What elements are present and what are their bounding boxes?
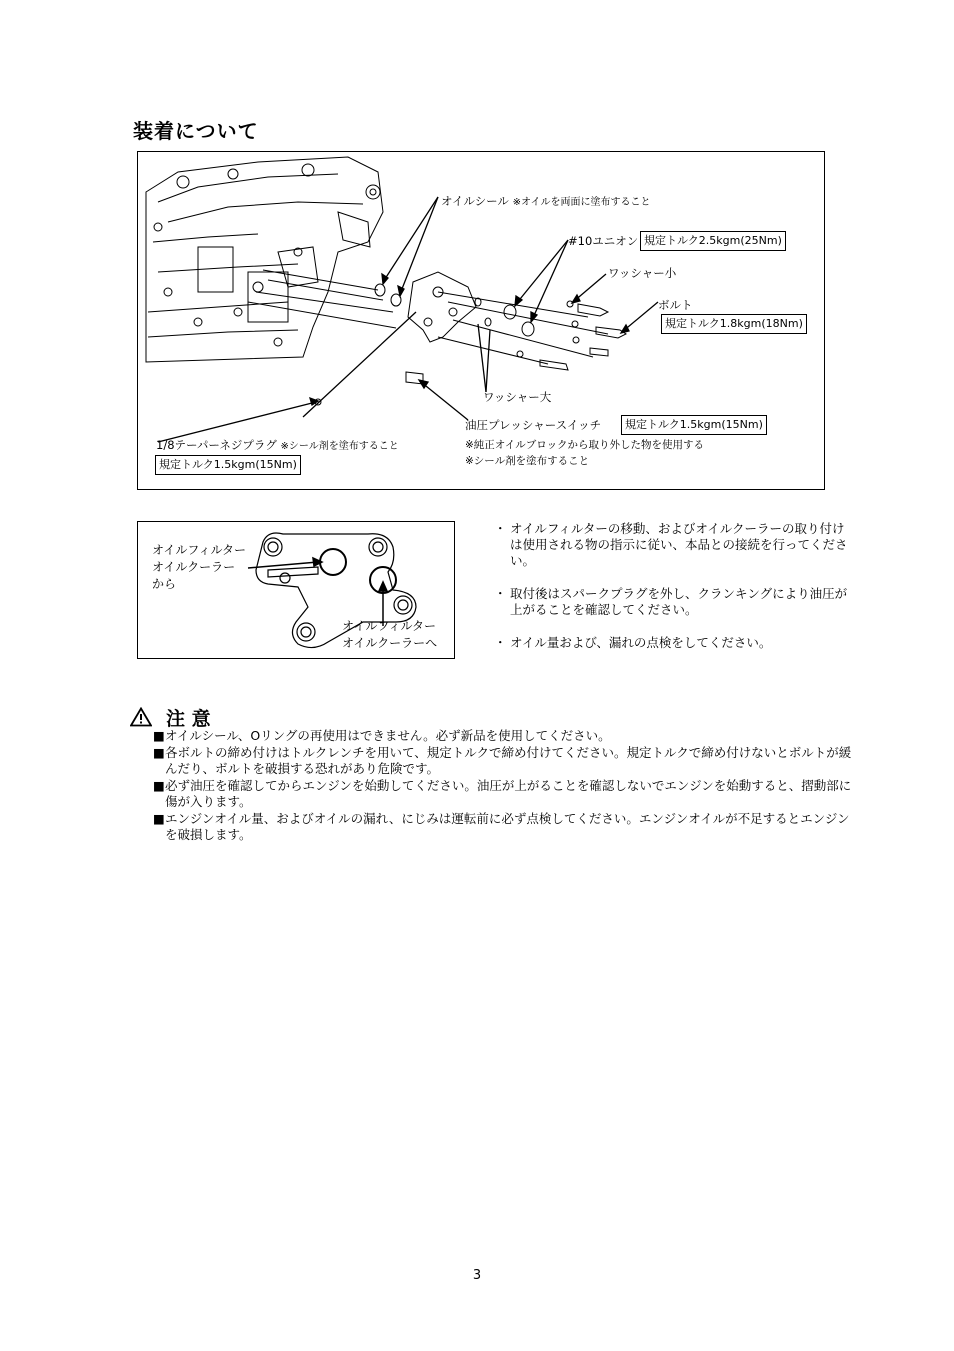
pressure-switch-label: 油圧プレッシャースイッチ xyxy=(465,418,602,432)
washer-small-label: ワッシャー小 xyxy=(608,266,677,280)
oil-flow-figure xyxy=(137,521,455,659)
union-torque-box: 規定トルク2.5kgm(25Nm) xyxy=(640,231,786,251)
switch-note-1: ※純正オイルブロックから取り外した物を使用する xyxy=(465,439,705,451)
caution-item: ■ 各ボルトの締め付けはトルクレンチを用いて、規定トルクで締め付けてください。規定トルクで締め付けないとボルトが緩んだり、ボルトを破損する恐れがあり危険です。 xyxy=(153,744,852,776)
bolt-torque-box: 規定トルク1.8kgm(18Nm) xyxy=(661,314,807,334)
installation-notes xyxy=(494,521,854,668)
note-item: ・ 取付後はスパークプラグを外し、クランキングにより油圧が上がることを確認してください。 xyxy=(494,586,848,617)
caution-list xyxy=(153,728,853,844)
plug-label: 1/8テーパーネジプラグ ※シール剤を塗布すること xyxy=(156,438,399,452)
caution-item: ■ オイルシール、Oリングの再使用はできません。必ず新品を使用してください。 xyxy=(153,728,611,743)
union-label: #10ユニオン xyxy=(568,234,639,248)
caution-item: ■ エンジンオイル量、およびオイルの漏れ、にじみは運転前に必ず点検してください。エンジンオイルが不足するとエンジンを破損します。 xyxy=(153,810,850,842)
caution-heading: 注 意 xyxy=(130,704,211,731)
warning-triangle-icon xyxy=(130,707,152,727)
flow-from-label-2: オイルクーラー xyxy=(152,560,236,574)
plug-torque-box: 規定トルク1.5kgm(15Nm) xyxy=(155,455,301,475)
note-item: ・ オイルフィルターの移動、およびオイルクーラーの取り付けは使用される物の指示に従い、本品との接続を行ってください。 xyxy=(494,521,848,568)
flow-from-label-3: から xyxy=(152,577,177,591)
exploded-view-figure xyxy=(137,151,825,490)
section-title: 装着について xyxy=(133,119,259,143)
flow-to-label-1: オイルフィルター xyxy=(342,619,436,633)
flow-from-label-1: オイルフィルター xyxy=(152,543,246,557)
oil-seal-label: オイルシール ※オイルを両面に塗布すること xyxy=(441,194,651,208)
bolt-label: ボルト xyxy=(658,298,693,312)
page-number: 3 xyxy=(472,1268,482,1283)
flow-to-label-2: オイルクーラーへ xyxy=(342,636,438,650)
switch-torque-box: 規定トルク1.5kgm(15Nm) xyxy=(621,415,767,435)
caution-item: ■ 必ず油圧を確認してからエンジンを始動してください。油圧が上がることを確認しないでエンジンを始動すると、摺動部に傷が入ります。 xyxy=(153,777,852,809)
washer-large-label: ワッシャー大 xyxy=(483,390,552,404)
note-item: ・ オイル量および、漏れの点検をしてください。 xyxy=(494,635,772,650)
switch-note-2: ※シール剤を塗布すること xyxy=(465,455,590,467)
